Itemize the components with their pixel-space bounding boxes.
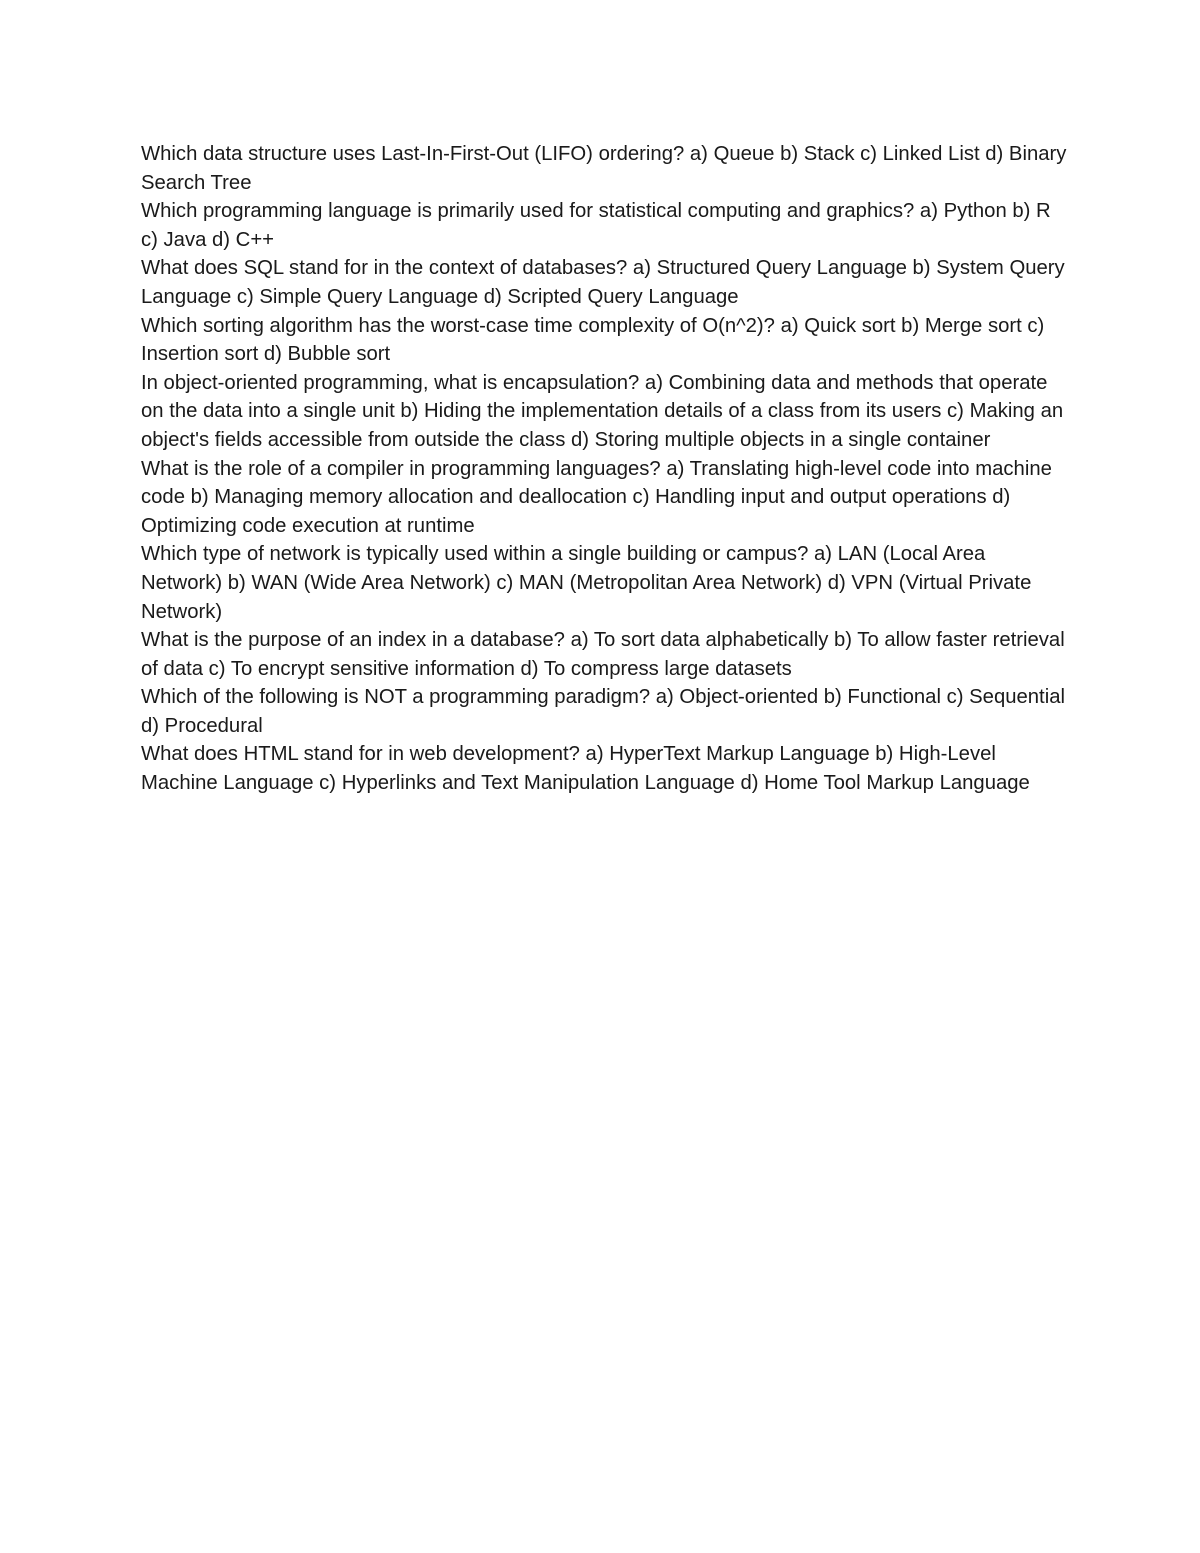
question-list — [141, 140, 1071, 798]
question-item: What does HTML stand for in web development? a) HyperText Markup Language b) High-Level Machine Language c) Hyperlinks and Text Manipulation Language d) Home Tool Markup Language — [141, 743, 1030, 795]
question-item: Which programming language is primarily used for statistical computing and graphics? a) Python b) R c) Java d) C++ — [141, 200, 1051, 251]
question-item: What is the role of a compiler in programming languages? a) Translating high-level code into machine code b) Managing memory allocation and deallocation c) Handling input and output operations d) Optimizing code execution at runtime — [141, 457, 1052, 537]
question-item: Which of the following is NOT a programming paradigm? a) Object-oriented b) Functional c) Sequential d) Procedural — [141, 686, 1065, 737]
question-item: Which type of network is typically used within a single building or campus? a) LAN (Local Area Network) b) WAN (Wide Area Network) c) MAN (Metropolitan Area Network) d) VPN (Virtual Private Network) — [141, 543, 1032, 623]
question-item: What is the purpose of an index in a database? a) To sort data alphabetically b) To allow faster retrieval of data c) To encrypt sensitive information d) To compress large datasets — [141, 629, 1065, 680]
question-item: Which data structure uses Last-In-First-Out (LIFO) ordering? a) Queue b) Stack c) Linked List d) Binary Search Tree — [141, 143, 1067, 194]
question-item: Which sorting algorithm has the worst-case time complexity of O(n^2)? a) Quick sort b) Merge sort c) Insertion sort d) Bubble sort — [141, 314, 1045, 366]
question-item: In object-oriented programming, what is encapsulation? a) Combining data and methods that operate on the data into a single unit b) Hiding the implementation details of a class from its users c) Making an object's fields accessible from outside the class d) Storing multiple objects in a single container — [141, 371, 1064, 451]
question-item: What does SQL stand for in the context of databases? a) Structured Query Language b) System Query Language c) Simple Query Language d) Scripted Query Language — [141, 257, 1065, 308]
